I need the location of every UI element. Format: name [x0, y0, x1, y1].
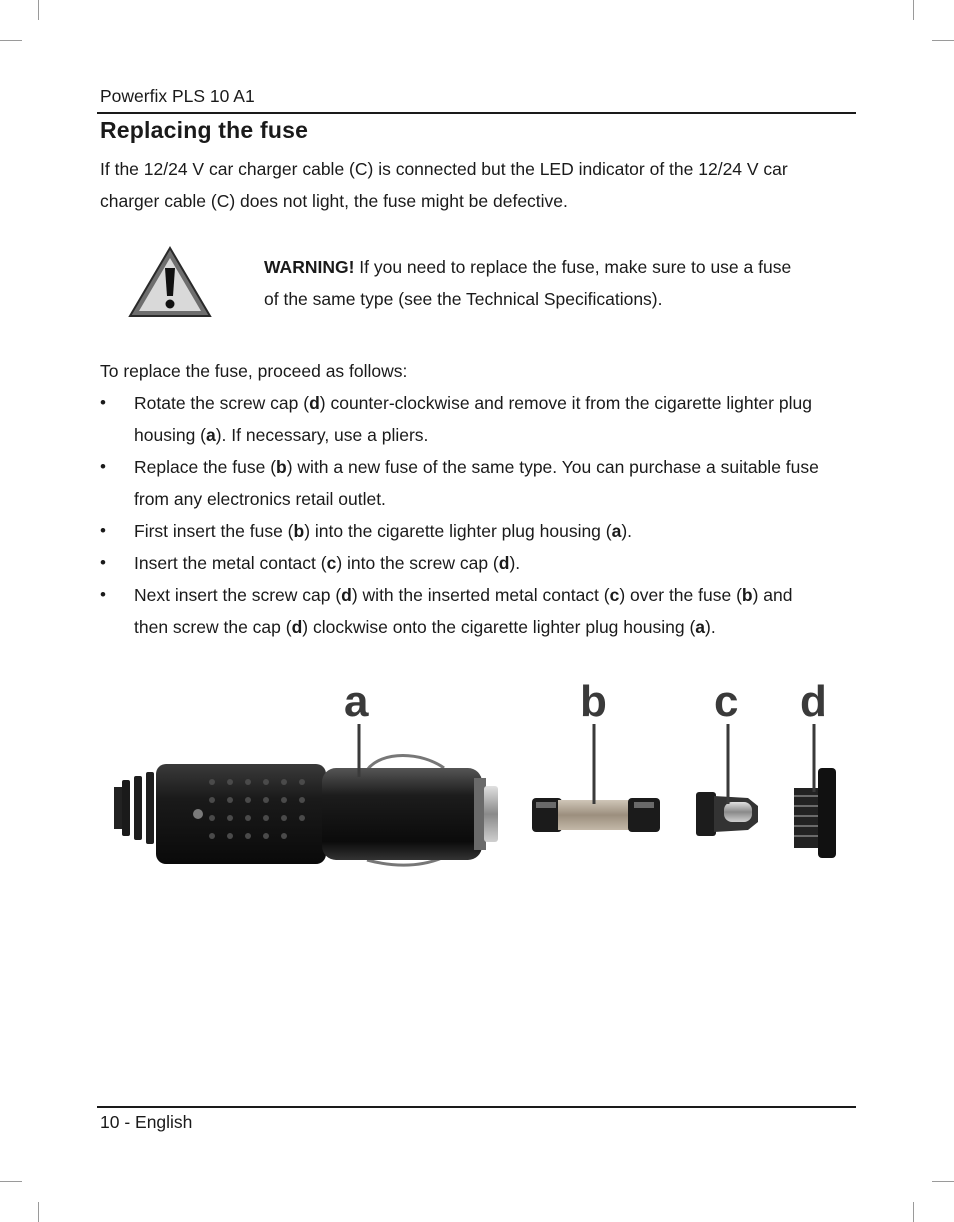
header-rule	[97, 112, 856, 114]
fuse-part-b	[532, 798, 660, 832]
step-text: ) with a new fuse of the same type. You can purchase a suitable fuse	[286, 457, 819, 477]
warning-body: If you need to replace the fuse, make sure to use a fuse	[354, 257, 792, 277]
part-ref: a	[695, 617, 706, 637]
list-item	[100, 547, 860, 579]
crop-mark	[0, 1181, 22, 1182]
warning-text	[264, 251, 864, 315]
part-ref: b	[276, 457, 287, 477]
crop-mark	[38, 0, 39, 20]
step-text: ). If necessary, use a pliers.	[215, 425, 429, 445]
step-text: ) counter-clockwise and remove it from the cigarette lighter plug	[319, 393, 812, 413]
crop-mark	[932, 1181, 954, 1182]
warning-body: of the same type (see the Technical Specifications).	[264, 289, 663, 309]
list-item	[100, 579, 860, 643]
label-a	[344, 677, 369, 777]
step-text: Replace the fuse (	[134, 457, 277, 477]
section-heading: Replacing the fuse	[100, 117, 309, 143]
procedure-steps	[100, 387, 860, 643]
step-text: First insert the fuse (	[134, 521, 294, 541]
part-ref: a	[611, 521, 622, 541]
step-text: from any electronics retail outlet.	[134, 489, 386, 509]
crop-mark	[932, 40, 954, 41]
part-ref: b	[741, 585, 753, 605]
page-footer: 10 - English	[100, 1112, 193, 1132]
svg-text:a: a	[344, 677, 369, 726]
warning-label: WARNING!	[264, 257, 355, 277]
list-item	[100, 451, 860, 515]
step-text: ) into the screw cap (	[336, 553, 499, 573]
label-b	[580, 677, 607, 804]
crop-mark	[913, 0, 914, 20]
svg-text:b: b	[580, 677, 607, 726]
plug-housing-part-a	[114, 756, 498, 866]
part-ref: d	[309, 393, 320, 413]
intro-line: If the 12/24 V car charger cable (C) is connected but the LED indicator of the 12/24 V car	[100, 159, 788, 179]
procedure-lead: To replace the fuse, proceed as follows:	[100, 361, 408, 381]
step-text: ) and	[752, 585, 793, 605]
crop-mark	[0, 40, 22, 41]
list-item	[100, 387, 860, 451]
step-text: ).	[705, 617, 716, 637]
step-text: ).	[621, 521, 633, 541]
part-ref: c	[609, 585, 620, 605]
step-text: ) with the inserted metal contact (	[351, 585, 610, 605]
running-header: Powerfix PLS 10 A1	[100, 86, 255, 106]
step-text: ).	[509, 553, 521, 573]
part-ref: d	[291, 617, 303, 637]
intro-paragraph	[100, 153, 788, 217]
step-text: Next insert the screw cap (	[134, 585, 342, 605]
part-ref: c	[326, 553, 337, 573]
part-ref: d	[498, 553, 510, 573]
step-text: Rotate the screw cap (	[134, 393, 310, 413]
intro-line: charger cable (C) does not light, the fuse might be defective.	[100, 191, 568, 211]
part-ref: b	[293, 521, 305, 541]
warning-triangle-icon	[128, 246, 212, 318]
footer-rule	[97, 1106, 856, 1108]
step-text: Insert the metal contact (	[134, 553, 327, 573]
label-c	[714, 677, 738, 804]
list-item	[100, 515, 860, 547]
step-text: ) over the fuse (	[619, 585, 742, 605]
part-ref: a	[206, 425, 216, 445]
parts-figure	[112, 672, 842, 882]
svg-text:c: c	[714, 677, 739, 726]
step-text: housing (	[134, 425, 206, 445]
step-text: ) clockwise onto the cigarette lighter plug housing (	[302, 617, 696, 637]
part-ref: d	[341, 585, 352, 605]
svg-text:d: d	[800, 677, 827, 726]
step-text: ) into the cigarette lighter plug housing (	[304, 521, 612, 541]
step-text: then screw the cap (	[134, 617, 292, 637]
crop-mark	[913, 1202, 914, 1222]
crop-mark	[38, 1202, 39, 1222]
